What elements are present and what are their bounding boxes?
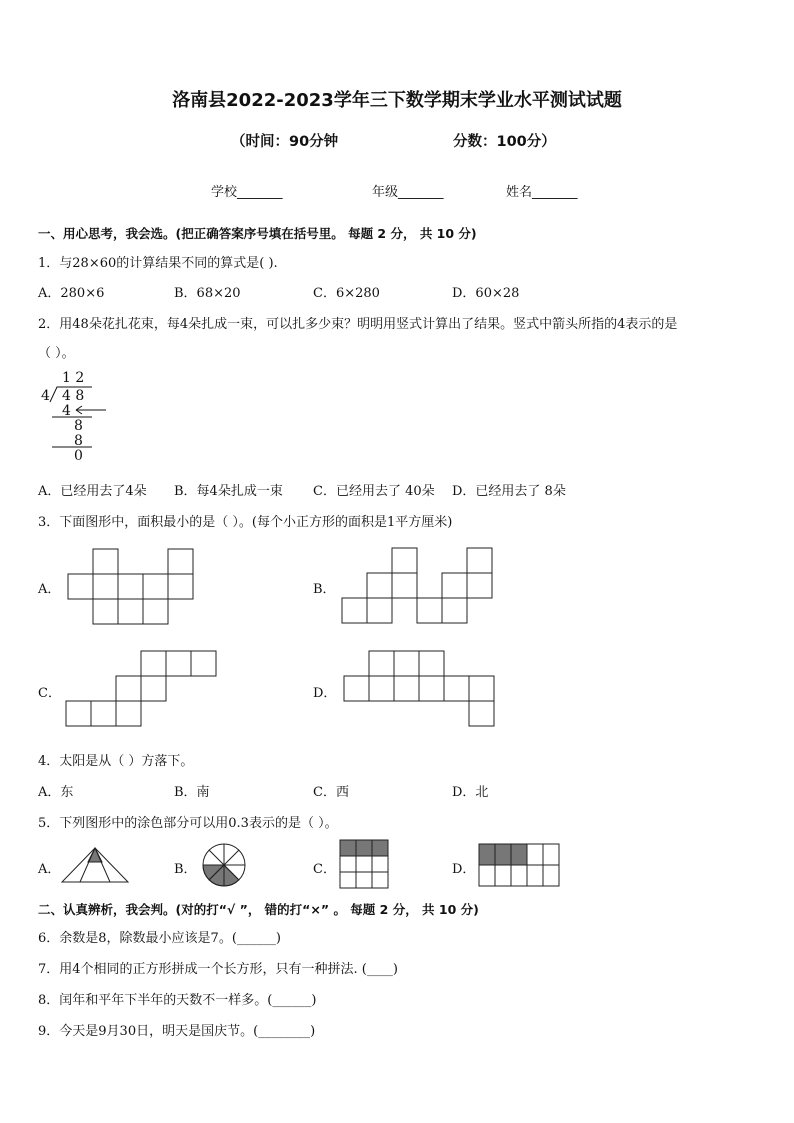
q5-label-b: B．: [174, 862, 197, 877]
division-divisor: 4: [41, 388, 50, 404]
q3-label-b: B．: [313, 582, 336, 597]
division-row-4: 0: [74, 448, 83, 464]
division-row-1: 4: [62, 403, 71, 419]
q5-figure-d-grid: [479, 844, 559, 886]
school-field: 学校_______: [211, 185, 283, 200]
section2-heading: 二、认真辨析，我会判。(对的打“√ ”， 错的打“×” 。 每题 2 分， 共 10 分): [38, 902, 479, 917]
q1-option-d: D．60×28: [452, 286, 520, 301]
q4-text: 4．太阳是从（ ）方落下。: [38, 754, 194, 769]
q5-label-a: A．: [38, 862, 61, 877]
division-quotient: 1 2: [62, 370, 85, 386]
q3-text: 3．下面图形中，面积最小的是（ ）。(每个小正方形的面积是1平方厘米): [38, 515, 453, 530]
q2-option-a: A．已经用去了4朵: [38, 484, 147, 499]
q3-label-d: D．: [313, 686, 337, 701]
q7-text: 7．用4个相同的正方形拼成一个长方形，只有一种拼法. (____): [38, 962, 398, 977]
q9-text: 9．今天是9月30日，明天是国庆节。(________): [38, 1024, 316, 1039]
q2-option-b: B．每4朵扎成一束: [174, 484, 283, 499]
page-title: 洛南县2022-2023学年三下数学期末学业水平测试试题: [172, 90, 622, 111]
division-dividend: 4 8: [62, 388, 85, 404]
grade-field: 年级_______: [372, 185, 444, 200]
q3-label-c: C．: [38, 686, 61, 701]
q2-text-line2: （ ）。: [38, 346, 75, 361]
q2-text-line1: 2．用48朵花扎花束，每4朵扎成一束，可以扎多少束？明明用竖式计算出了结果。竖式中箭头所指的4表示的是: [38, 317, 678, 332]
q2-option-d: D．已经用去了 8朵: [452, 484, 566, 499]
q3-label-a: A．: [38, 582, 61, 597]
q1-option-a: A．280×6: [38, 286, 105, 301]
q1-option-c: C．6×280: [313, 286, 380, 301]
q5-label-c: C．: [313, 862, 336, 877]
q5-text: 5．下列图形中的涂色部分可以用0.3表示的是（ ）。: [38, 816, 338, 831]
q5-label-d: D．: [452, 862, 476, 877]
q5-figure-c-grid: [340, 840, 388, 888]
q4-option-c: C．西: [313, 785, 349, 800]
q4-option-b: B．南: [174, 785, 210, 800]
q1-text: 1．与28×60的计算结果不同的算式是( ).: [38, 256, 278, 271]
name-field: 姓名_______: [506, 185, 578, 200]
q6-text: 6．余数是8，除数最小应该是7。(______): [38, 931, 281, 946]
q4-option-d: D．北: [452, 785, 489, 800]
q5-figure-a-triangle: [62, 848, 128, 882]
q2-option-c: C．已经用去了 40朵: [313, 484, 435, 499]
q5-figure-b-circle: [203, 844, 245, 886]
q8-text: 8．闰年和平年下半年的天数不一样多。(______): [38, 993, 317, 1008]
q1-option-b: B．68×20: [174, 286, 241, 301]
division-row-2: 8: [74, 418, 83, 434]
exam-time: （时间：90分钟: [231, 134, 339, 150]
section1-heading: 一、用心思考，我会选。(把正确答案序号填在括号里。 每题 2 分， 共 10 分): [38, 226, 477, 241]
q4-option-a: A．东: [38, 785, 74, 800]
exam-score: 分数：100分）: [453, 134, 556, 150]
division-row-3: 8: [74, 433, 83, 449]
